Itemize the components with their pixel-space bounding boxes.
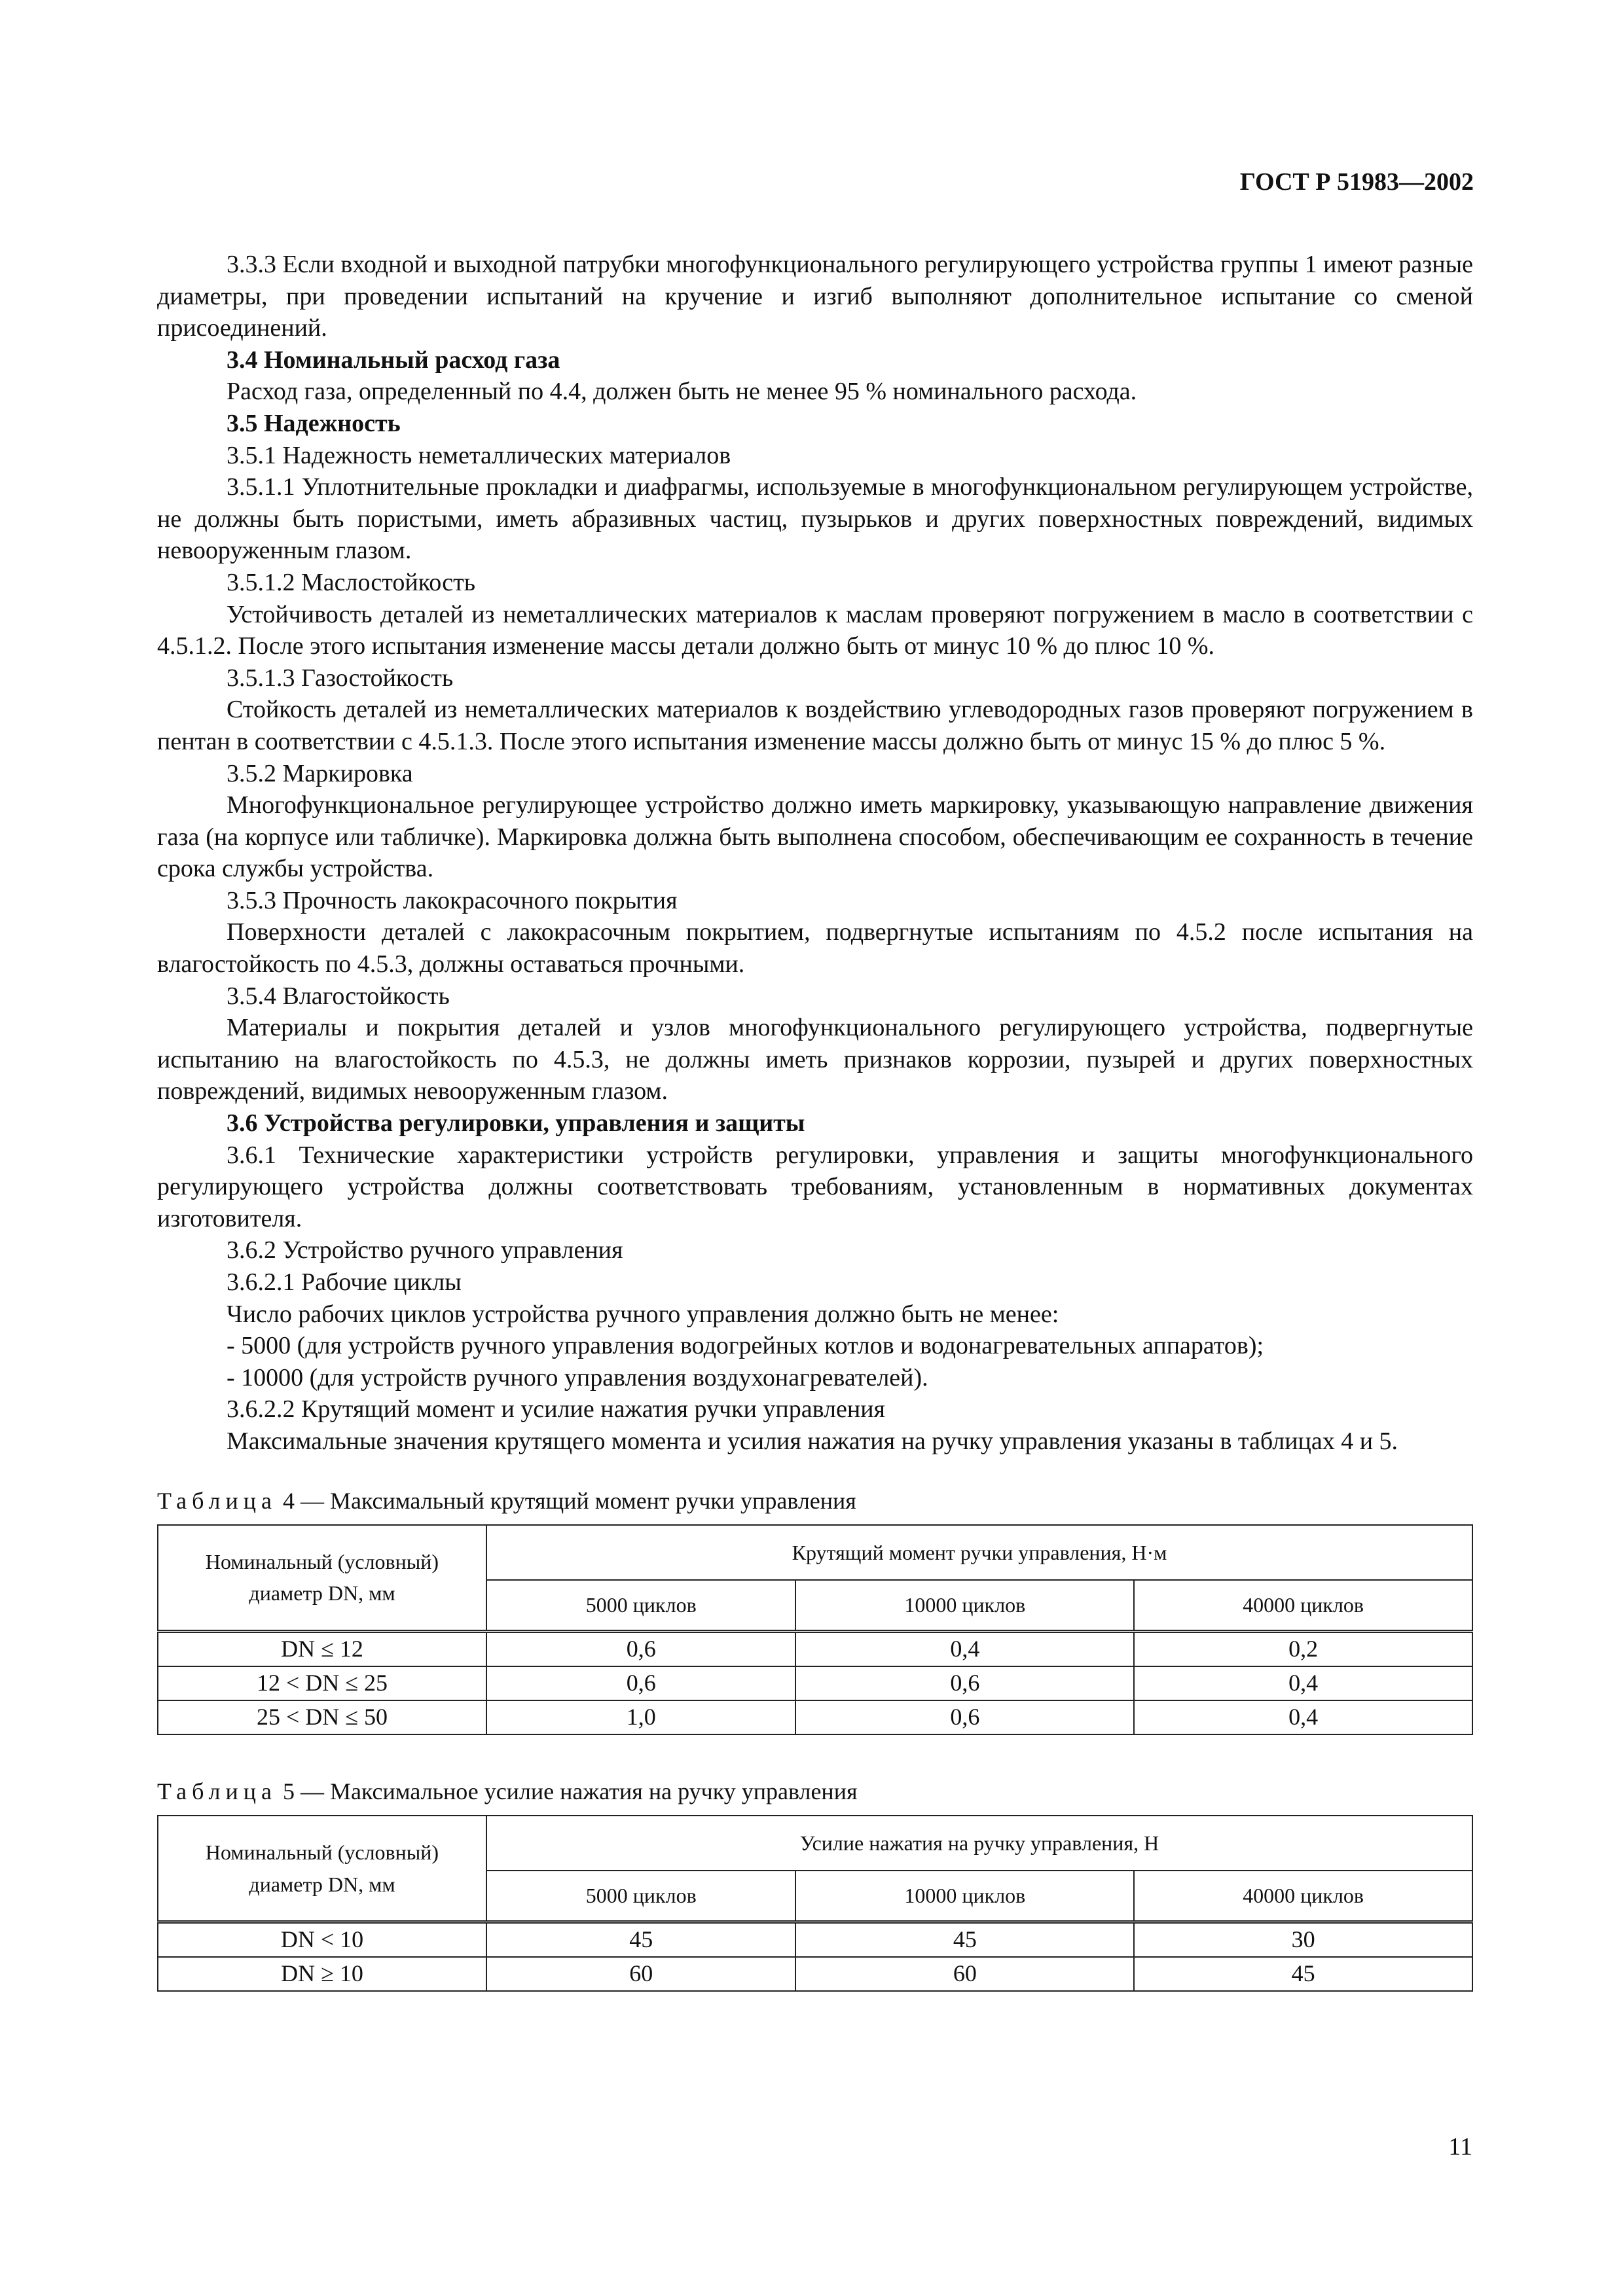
table-cell: 60 (486, 1957, 795, 1991)
table-row (158, 1666, 1472, 1700)
subsection-heading: 3.5.1.3 Газостойкость (227, 664, 454, 692)
table-cell: 30 (1134, 1922, 1472, 1957)
header-line: диаметр DN, мм (249, 1872, 395, 1896)
subsection-heading: 3.5.4 Влагостойкость (227, 982, 450, 1010)
table-cell-dn: DN < 10 (158, 1922, 486, 1957)
table-header-dn (158, 1525, 486, 1631)
table-cell: 0,6 (795, 1700, 1134, 1734)
table-5-caption (157, 1776, 1473, 1808)
header-line: Номинальный (условный) (205, 1549, 439, 1573)
table-cell-dn: 25 < DN ≤ 50 (158, 1700, 486, 1734)
table-row (158, 1957, 1472, 1991)
paragraph: 3.3.3 Если входной и выходной патрубки многофункционального регулирующего устройства группы 1 имеют разные диаметры, при проведении испытаний на кручение и изгиб выполняют дополнительное испытание со сменой присоединений. (157, 251, 1473, 342)
header-line: диаметр DN, мм (249, 1581, 395, 1605)
table-sub-header: 10000 циклов (795, 1871, 1134, 1922)
table-caption-label: Таблица (157, 1778, 277, 1804)
section-heading: 3.6 Устройства регулировки, управления и защиты (227, 1109, 805, 1138)
table-row (158, 1631, 1472, 1666)
table-cell: 0,6 (486, 1631, 795, 1666)
table-cell-dn: 12 < DN ≤ 25 (158, 1666, 486, 1700)
table-sub-header: 10000 циклов (795, 1580, 1134, 1631)
paragraph: Материалы и покрытия деталей и узлов многофункционального регулирующего устройства, подвергнутые испытанию на влагостойкость по 4.5.3, не должны иметь признаков коррозии, пузырей и других поверхностных повреждений, видимых невооруженным глазом. (157, 1014, 1473, 1105)
table-4-caption (157, 1485, 1473, 1517)
subsection-heading: 3.5.1.2 Маслостойкость (227, 568, 476, 596)
subsection-heading: 3.6.2.1 Рабочие циклы (227, 1268, 462, 1296)
table-cell: 0,6 (795, 1666, 1134, 1700)
subsection-heading: 3.5.3 Прочность лакокрасочного покрытия (227, 886, 678, 914)
table-group-header: Усилие нажатия на ручку управления, Н (486, 1816, 1472, 1871)
table-cell-dn: DN ≥ 10 (158, 1957, 486, 1991)
table-cell: 45 (1134, 1957, 1472, 1991)
document-header: ГОСТ Р 51983—2002 (1239, 168, 1474, 196)
table-cell: 0,6 (486, 1666, 795, 1700)
table-group-header: Крутящий момент ручки управления, Н·м (486, 1525, 1472, 1580)
paragraph: 3.5.1.1 Уплотнительные прокладки и диафрагмы, используемые в многофункциональном регулирующем устройстве, не должны быть пористыми, иметь абразивных частиц, пузырьков и других поверхностных повреждений, видимых невооруженным глазом. (157, 473, 1473, 565)
document-body (157, 249, 1473, 1992)
table-sub-header: 5000 циклов (486, 1580, 795, 1631)
table-5 (157, 1815, 1473, 1992)
subsection-heading: 3.6.2 Устройство ручного управления (227, 1236, 623, 1265)
table-cell: 1,0 (486, 1700, 795, 1734)
table-row (158, 1700, 1472, 1734)
section-heading: 3.4 Номинальный расход газа (227, 346, 560, 374)
paragraph: Число рабочих циклов устройства ручного управления должно быть не менее: (227, 1300, 1059, 1328)
table-sub-header: 5000 циклов (486, 1871, 795, 1922)
paragraph: 3.6.1 Технические характеристики устройств регулировки, управления и защиты многофункционального регулирующего устройства должны соответствовать требованиям, установленным в нормативных документах изготовителя. (157, 1141, 1473, 1232)
table-caption-text: 4 — Максимальный крутящий момент ручки управления (276, 1487, 856, 1514)
subsection-heading: 3.5.1 Надежность неметаллических материалов (227, 441, 731, 469)
paragraph: Поверхности деталей с лакокрасочным покрытием, подвергнутые испытаниям по 4.5.2 после испытания на влагостойкость по 4.5.3, должны оставаться прочными. (157, 918, 1473, 978)
paragraph: Стойкость деталей из неметаллических материалов к воздействию углеводородных газов проверяют погружением в пентан в соответствии с 4.5.1.3. После этого испытания изменение массы должно быть от минус 15 % до плюс 5 %. (157, 696, 1473, 755)
table-cell-dn: DN ≤ 12 (158, 1631, 486, 1666)
subsection-heading: 3.6.2.2 Крутящий момент и усилие нажатия ручки управления (227, 1395, 886, 1424)
table-caption-label: Таблица (157, 1487, 277, 1514)
table-cell: 0,4 (1134, 1700, 1472, 1734)
paragraph: Многофункциональное регулирующее устройство должно иметь маркировку, указывающую направление движения газа (на корпусе или табличке). Маркировка должна быть выполнена способом, обеспечивающим ее сохранность в течение срока службы устройства. (157, 791, 1473, 883)
table-cell: 45 (486, 1922, 795, 1957)
list-item: - 10000 (для устройств ручного управления воздухонагревателей). (227, 1363, 928, 1391)
paragraph: Устойчивость деталей из неметаллических материалов к маслам проверяют погружением в масло в соответствии с 4.5.1.2. После этого испытания изменение массы детали должно быть от минус 10 % до плюс 10 %. (157, 600, 1473, 660)
table-4 (157, 1524, 1473, 1735)
table-cell: 0,2 (1134, 1631, 1472, 1666)
page-number: 11 (1448, 2133, 1472, 2161)
table-sub-header: 40000 циклов (1134, 1580, 1472, 1631)
paragraph: Расход газа, определенный по 4.4, должен быть не менее 95 % номинального расхода. (227, 378, 1137, 406)
table-sub-header: 40000 циклов (1134, 1871, 1472, 1922)
table-cell: 60 (795, 1957, 1134, 1991)
table-cell: 0,4 (795, 1631, 1134, 1666)
paragraph: Максимальные значения крутящего момента и усилия нажатия на ручку управления указаны в таблицах 4 и 5. (227, 1427, 1398, 1455)
table-header-dn (158, 1816, 486, 1922)
table-cell: 0,4 (1134, 1666, 1472, 1700)
list-item: - 5000 (для устройств ручного управления водогрейных котлов и водонагревательных аппаратов); (227, 1332, 1264, 1360)
table-row (158, 1922, 1472, 1957)
table-caption-text: 5 — Максимальное усилие нажатия на ручку управления (276, 1778, 858, 1804)
table-cell: 45 (795, 1922, 1134, 1957)
section-heading: 3.5 Надежность (227, 409, 401, 437)
subsection-heading: 3.5.2 Маркировка (227, 759, 413, 787)
header-line: Номинальный (условный) (205, 1840, 439, 1864)
paragraph-list (157, 249, 1473, 1458)
